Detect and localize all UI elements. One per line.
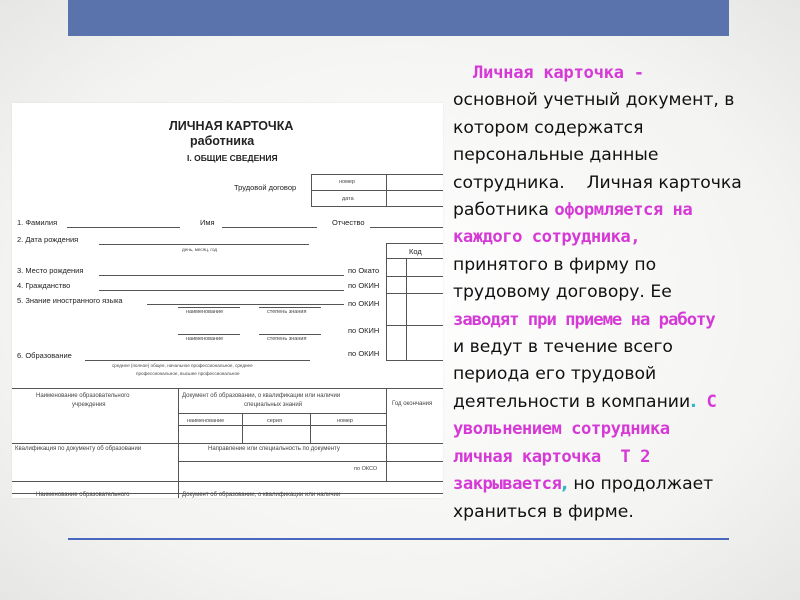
field-line <box>259 307 321 308</box>
table-border <box>178 388 179 498</box>
okin-label: по ОКИН <box>348 299 380 308</box>
accent-dot: . <box>690 391 697 412</box>
language-name-hint: наименование <box>186 336 224 342</box>
field-name-label: Имя <box>200 218 215 227</box>
text-fragment: но продолжает <box>567 474 714 495</box>
okin-label: по ОКИН <box>348 326 380 335</box>
table-border <box>12 388 443 389</box>
table-border <box>310 413 311 443</box>
okin-label: по ОКИН <box>348 281 380 290</box>
heading-term: Личная карточка - <box>473 63 644 83</box>
education-hint: среднее (полное) общее, начальное профессиональное, среднее <box>112 363 253 368</box>
header-bar <box>68 0 729 36</box>
table-header-document: специальных знаний <box>244 402 303 408</box>
table-subheader-series: серия <box>267 418 282 424</box>
text-line: принятого в фирму по <box>453 254 657 275</box>
divider <box>386 276 443 277</box>
highlight-text: оформляется на <box>554 200 693 221</box>
text-line: храниться в фирме. <box>453 501 634 522</box>
field-line <box>259 334 321 335</box>
okso-label: по ОКСО <box>354 466 378 472</box>
date-hint: день, месяц, год <box>182 247 218 252</box>
text-line <box>453 60 795 87</box>
accent-dot: , <box>561 474 568 495</box>
language-name-hint: наименование <box>186 309 224 315</box>
description-text <box>453 60 795 526</box>
highlight-text: личная карточка Т 2 <box>453 446 650 467</box>
text-line <box>453 389 795 416</box>
code-header: Код <box>409 247 422 256</box>
field-patronymic-label: Отчество <box>332 218 365 227</box>
field-line <box>99 290 344 291</box>
field-line <box>178 307 240 308</box>
text-line <box>453 416 795 443</box>
table-header-year: Год окончания <box>392 401 433 407</box>
text-line <box>453 197 795 224</box>
table-header-direction: Направление или специальность по документу <box>208 446 340 452</box>
table-border <box>178 425 386 426</box>
footer-line <box>68 538 729 540</box>
table-header-institution: Наименование образовательного <box>36 393 130 399</box>
language-level-hint: степень знания <box>267 336 307 342</box>
text-line: основной учетный документ, в <box>453 90 735 111</box>
education-hint: профессиональное, высшее профессиональное <box>136 371 240 376</box>
text-line <box>453 444 795 471</box>
field-birthplace-label: 3. Место рождения <box>17 266 84 275</box>
field-line <box>99 275 344 276</box>
field-line <box>147 304 344 305</box>
text-line: котором содержатся <box>453 117 644 138</box>
field-line <box>222 227 317 228</box>
table-border <box>12 443 443 444</box>
table-header-document: Документ об образовании, о квалификации или наличии <box>182 492 341 498</box>
field-line <box>370 227 443 228</box>
field-surname-label: 1. Фамилия <box>17 218 58 227</box>
table-header-institution: учреждения <box>72 402 106 408</box>
table-subheader-number: номер <box>337 418 353 424</box>
divider <box>386 258 443 259</box>
field-line <box>178 334 240 335</box>
field-line <box>67 227 180 228</box>
text-fragment: деятельности в компании <box>453 391 691 412</box>
highlight-text: заводят при приеме на работу <box>453 309 715 330</box>
personal-card-form-image <box>12 103 443 498</box>
table-header-institution: Наименование образовательного <box>36 492 130 498</box>
okin-label: по ОКИН <box>348 349 380 358</box>
field-education-label: 6. Образование <box>17 351 72 360</box>
text-line: трудовому договору. Ее <box>453 282 672 303</box>
text-line: и ведут в течение всего <box>453 337 673 358</box>
text-line: персональные данные <box>453 145 659 166</box>
divider <box>386 325 443 326</box>
form-subtitle: работника <box>190 134 255 148</box>
field-birthdate-label: 2. Дата рождения <box>17 235 79 244</box>
text-line: периода его трудовой <box>453 364 657 385</box>
table-border <box>178 413 386 414</box>
highlight-text: закрывается <box>453 474 562 495</box>
form-section-heading: I. ОБЩИЕ СВЕДЕНИЯ <box>187 153 278 163</box>
field-line <box>85 360 310 361</box>
contract-date-label: дата <box>342 196 354 202</box>
divider <box>386 293 443 294</box>
highlight-text: увольнением сотрудника <box>453 419 670 440</box>
divider <box>311 190 443 191</box>
highlight-text: С <box>696 391 717 412</box>
text-line <box>453 471 795 498</box>
highlight-text: каждого сотрудника, <box>453 227 641 248</box>
text-line: сотрудника. Личная карточка <box>453 172 742 193</box>
table-border <box>178 461 443 462</box>
field-citizenship-label: 4. Гражданство <box>17 281 71 290</box>
field-language-label: 5. Знание иностранного языка <box>17 296 123 305</box>
table-header-document: Документ об образовании, о квалификации или наличии <box>182 393 341 399</box>
field-line <box>99 244 309 245</box>
table-border <box>386 388 387 481</box>
table-border <box>12 481 443 482</box>
divider <box>406 258 407 361</box>
table-subheader-name: наименование <box>187 418 225 424</box>
text-line <box>453 224 795 251</box>
table-border <box>242 413 243 443</box>
language-level-hint: степень знания <box>267 309 307 315</box>
contract-label: Трудовой договор <box>234 183 297 192</box>
contract-number-label: номер <box>339 179 355 185</box>
code-column <box>386 243 443 361</box>
form-title: ЛИЧНАЯ КАРТОЧКА <box>169 119 294 133</box>
text-fragment: работника <box>453 200 555 221</box>
text-line <box>453 307 795 334</box>
divider <box>386 174 387 207</box>
okato-label: по Окато <box>348 266 380 275</box>
table-header-qualification: Квалификация по документу об образовании <box>15 446 142 452</box>
